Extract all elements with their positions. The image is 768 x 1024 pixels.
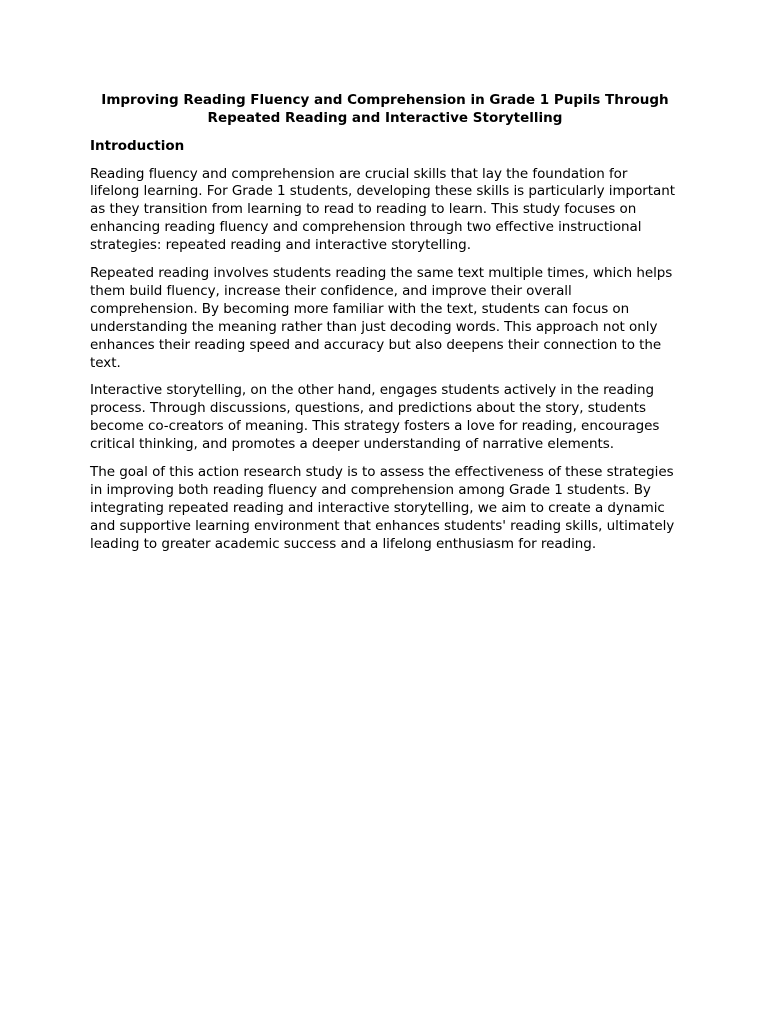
document-title: Improving Reading Fluency and Comprehension in Grade 1 Pupils Through Repeated Reading and Interactive Storytelling [101,92,669,126]
paragraph: Repeated reading involves students reading the same text multiple times, which helps them build fluency, increase their confidence, and improve their overall comprehension. By becoming more familiar with the text, students can focus on understanding the meaning rather than just decoding words. This approach not only enhances their reading speed and accuracy but also deepens their connection to the text. [90,265,673,371]
paragraph: Interactive storytelling, on the other hand, engages students actively in the reading process. Through discussions, questions, and predictions about the story, students become co-creators of meaning. This strategy fosters a love for reading, encourages critical thinking, and promotes a deeper understanding of narrative elements. [90,382,660,453]
document-page [90,92,680,554]
paragraph: The goal of this action research study is to assess the effectiveness of these strategies in improving both reading fluency and comprehension among Grade 1 students. By integrating repeated reading and interactive storytelling, we aim to create a dynamic and supportive learning environment that enhances students' reading skills, ultimately leading to greater academic success and a lifelong enthusiasm for reading. [90,464,675,552]
paragraph: Reading fluency and comprehension are crucial skills that lay the foundation for lifelong learning. For Grade 1 students, developing these skills is particularly important as they transition from learning to read to reading to learn. This study focuses on enhancing reading fluency and comprehension through two effective instructional strategies: repeated reading and interactive storytelling. [90,165,676,254]
section-heading-introduction: Introduction [90,138,185,154]
